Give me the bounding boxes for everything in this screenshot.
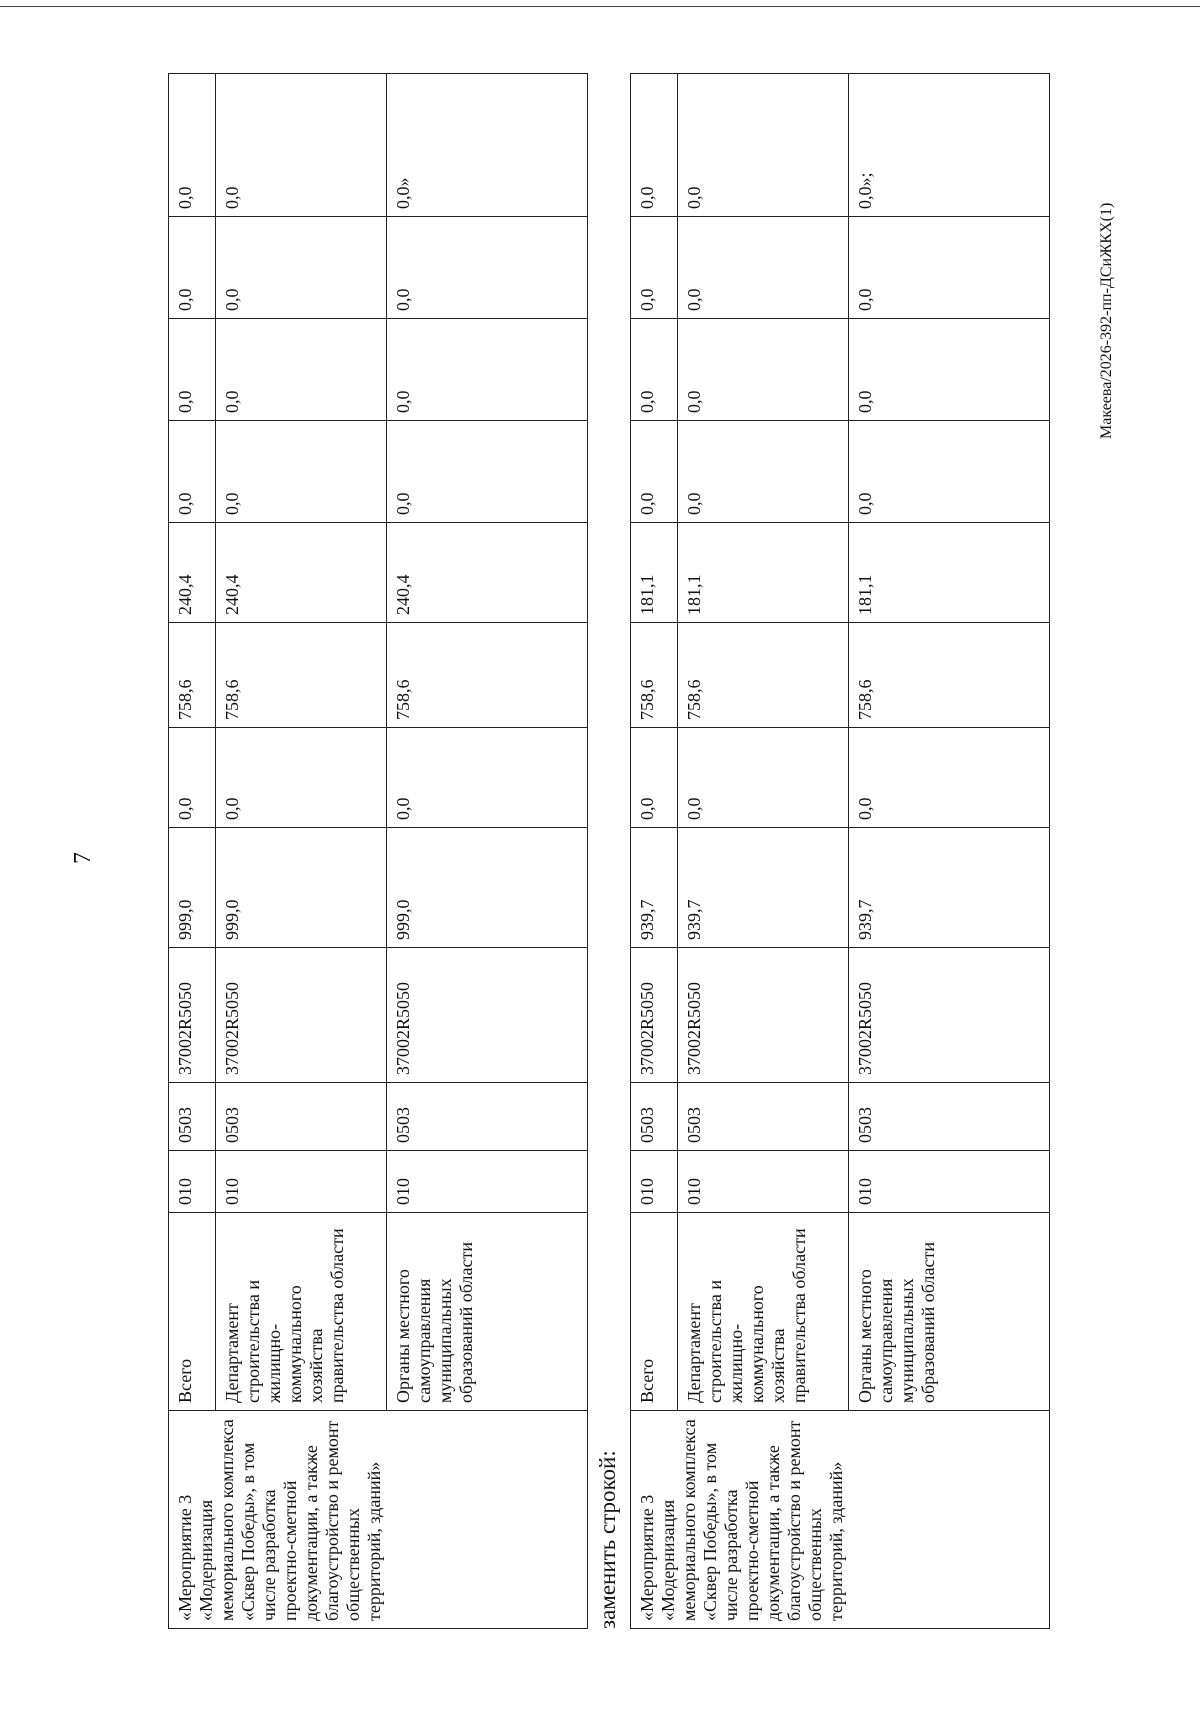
grbs-cell: 010: [678, 1151, 849, 1213]
value-cell: 0,0: [216, 728, 387, 828]
rzpr-cell: 0503: [631, 1083, 678, 1151]
value-cell: 999,0: [216, 828, 387, 948]
value-cell: 939,7: [631, 828, 678, 948]
value-cell: 0,0: [169, 74, 216, 217]
value-cell: 0,0: [631, 728, 678, 828]
value-cell: 0,0: [678, 421, 849, 523]
csr-cell: 37002R5050: [631, 948, 678, 1083]
value-cell: 0,0: [678, 728, 849, 828]
value-cell: 0,0: [849, 728, 1050, 828]
value-cell: 758,6: [216, 623, 387, 728]
event-name-cell: «Мероприятие 3 «Модернизация мемориального комплекса «Сквер Победы», в том числе разработка проектно-сметной документации, а также благоустройство и ремонт общественных территорий, зданий»: [631, 1411, 1050, 1629]
value-cell: 0,0: [631, 217, 678, 319]
executor-cell: Органы местного самоуправления муниципальных образований области: [849, 1213, 1050, 1411]
value-cell: 0,0: [169, 421, 216, 523]
value-cell: 0,0: [631, 74, 678, 217]
value-cell: 0,0: [678, 74, 849, 217]
value-cell: 0,0: [216, 421, 387, 523]
executor-cell: Департамент строительства и жилищно-коммунального хозяйства правительства области: [678, 1213, 849, 1411]
value-cell: 999,0: [387, 828, 588, 948]
value-cell: 758,6: [631, 623, 678, 728]
page-number: 7: [70, 852, 96, 864]
executor-cell: Всего: [631, 1213, 678, 1411]
value-cell: 0,0»: [387, 74, 588, 217]
csr-cell: 37002R5050: [169, 948, 216, 1083]
rzpr-cell: 0503: [678, 1083, 849, 1151]
value-cell: 0,0: [387, 319, 588, 421]
executor-cell: Департамент строительства и жилищно-коммунального хозяйства правительства области: [216, 1213, 387, 1411]
value-cell: 0,0: [169, 319, 216, 421]
value-cell: 0,0: [631, 319, 678, 421]
value-cell: 758,6: [678, 623, 849, 728]
event-name-cell: «Мероприятие 3 «Модернизация мемориального комплекса «Сквер Победы», в том числе разработка проектно-сметной документации, а также благоустройство и ремонт общественных территорий, зданий»: [169, 1411, 588, 1629]
rzpr-cell: 0503: [169, 1083, 216, 1151]
value-cell: 0,0: [631, 421, 678, 523]
value-cell: 999,0: [169, 828, 216, 948]
csr-cell: 37002R5050: [849, 948, 1050, 1083]
value-cell: 0,0: [678, 217, 849, 319]
value-cell: 0,0: [387, 728, 588, 828]
value-cell: 0,0: [216, 74, 387, 217]
grbs-cell: 010: [387, 1151, 588, 1213]
value-cell: 0,0: [849, 319, 1050, 421]
value-cell: 0,0: [216, 319, 387, 421]
replace-caption: заменить строкой:: [595, 1450, 620, 1629]
value-cell: 0,0: [387, 421, 588, 523]
budget-table-old: [168, 73, 588, 1629]
value-cell: 758,6: [849, 623, 1050, 728]
rzpr-cell: 0503: [849, 1083, 1050, 1151]
table-row: [631, 74, 678, 1629]
document-footer-code: Макеева/2026-392-пп-ДСиЖКХ(1): [1098, 202, 1115, 439]
value-cell: 939,7: [678, 828, 849, 948]
value-cell: 0,0: [849, 421, 1050, 523]
table-row: [387, 74, 588, 1629]
value-cell: 758,6: [169, 623, 216, 728]
value-cell: 240,4: [387, 523, 588, 623]
value-cell: 181,1: [631, 523, 678, 623]
table-row: [169, 74, 216, 1629]
csr-cell: 37002R5050: [678, 948, 849, 1083]
value-cell: 240,4: [216, 523, 387, 623]
value-cell: 240,4: [169, 523, 216, 623]
executor-cell: Органы местного самоуправления муниципальных образований области: [387, 1213, 588, 1411]
value-cell: 0,0: [216, 217, 387, 319]
csr-cell: 37002R5050: [387, 948, 588, 1083]
value-cell: 939,7: [849, 828, 1050, 948]
grbs-cell: 010: [216, 1151, 387, 1213]
grbs-cell: 010: [849, 1151, 1050, 1213]
csr-cell: 37002R5050: [216, 948, 387, 1083]
value-cell: 0,0: [169, 217, 216, 319]
value-cell: 758,6: [387, 623, 588, 728]
table-row: [678, 74, 849, 1629]
table-row: [849, 74, 1050, 1629]
value-cell: 0,0: [169, 728, 216, 828]
budget-table-new: [630, 73, 1050, 1629]
rzpr-cell: 0503: [216, 1083, 387, 1151]
value-cell: 0,0: [849, 217, 1050, 319]
rzpr-cell: 0503: [387, 1083, 588, 1151]
value-cell: 181,1: [849, 523, 1050, 623]
value-cell: 0,0»;: [849, 74, 1050, 217]
value-cell: 0,0: [387, 217, 588, 319]
grbs-cell: 010: [169, 1151, 216, 1213]
value-cell: 181,1: [678, 523, 849, 623]
table-row: [216, 74, 387, 1629]
executor-cell: Всего: [169, 1213, 216, 1411]
value-cell: 0,0: [678, 319, 849, 421]
grbs-cell: 010: [631, 1151, 678, 1213]
